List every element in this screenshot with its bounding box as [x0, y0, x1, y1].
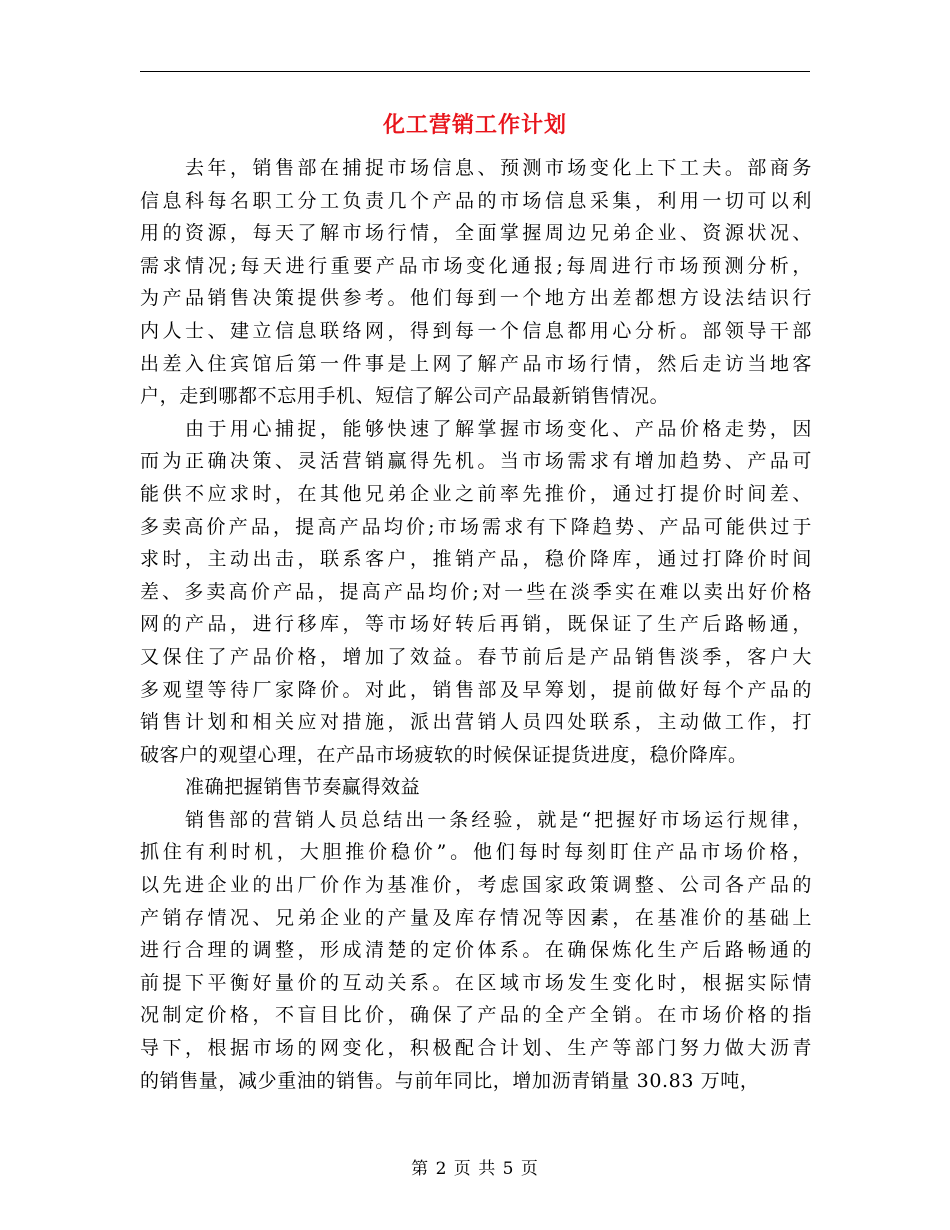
text-line: 能供不应求时，在其他兄弟企业之前率先推价，通过打提价时间差、 [140, 482, 812, 505]
text-line: 由于用心捕捉，能够快速了解掌握市场变化、产品价格走势，因 [185, 417, 812, 440]
text-line: 产销存情况、兄弟企业的产量及库存情况等因素，在基准价的基础上 [140, 906, 812, 929]
document-title: 化工营销工作计划 [382, 112, 567, 138]
text-line: 进行合理的调整，形成清楚的定价体系。在确保炼化生产后路畅通的 [140, 939, 812, 962]
text-line: 多观望等待厂家降价。对此，销售部及早筹划，提前做好每个产品的 [140, 678, 812, 701]
text-line: 抓住有利时机，大胆推价稳价”。他们每时每刻盯住产品市场价格， [140, 841, 812, 864]
text-line: 多卖高价产品，提高产品均价;市场需求有下降趋势、产品可能供过于 [140, 515, 812, 538]
text-line: 内人士、建立信息联络网，得到每一个信息都用心分析。部领导干部 [140, 319, 812, 342]
text-line: 的销售量，减少重油的销售。与前年同比，增加沥青销量 30.83 万吨， [140, 1069, 760, 1092]
document-body [140, 152, 812, 1097]
text-line: 又保住了产品价格，增加了效益。春节前后是产品销售淡季，客户大 [140, 645, 812, 668]
page-number: 第 2 页 共 5 页 [411, 1159, 539, 1179]
text-line: 销售部的营销人员总结出一条经验，就是“把握好市场运行规律， [185, 808, 812, 831]
text-line: 前提下平衡好量价的互动关系。在区域市场发生变化时，根据实际情 [140, 971, 812, 994]
text-line: 况制定价格，不盲目比价，确保了产品的全产全销。在市场价格的指 [140, 1004, 812, 1027]
header-rule [140, 71, 810, 72]
text-line: 户，走到哪都不忘用手机、短信了解公司产品最新销售情况。 [140, 385, 670, 408]
text-line: 以先进企业的出厂价作为基准价，考虑国家政策调整、公司各产品的 [140, 874, 812, 897]
text-line: 破客户的观望心理，在产品市场疲软的时候保证提货进度，稳价降库。 [140, 743, 748, 766]
text-line: 用的资源，每天了解市场行情，全面掌握周边兄弟企业、资源状况、 [140, 222, 812, 245]
text-line: 销售计划和相关应对措施，派出营销人员四处联系，主动做工作，打 [140, 711, 812, 734]
text-line: 出差入住宾馆后第一件事是上网了解产品市场行情，然后走访当地客 [140, 352, 812, 375]
text-line: 需求情况;每天进行重要产品市场变化通报;每周进行市场预测分析， [140, 254, 812, 277]
text-line: 信息科每名职工分工负责几个产品的市场信息采集，利用一切可以利 [140, 189, 812, 212]
text-line: 求时，主动出击，联系客户，推销产品，稳价降库，通过打降价时间 [140, 548, 812, 571]
text-line: 差、多卖高价产品，提高产品均价;对一些在淡季实在难以卖出好价格 [140, 580, 812, 603]
text-line: 而为正确决策、灵活营销赢得先机。当市场需求有增加趋势、产品可 [140, 450, 812, 473]
text-line: 准确把握销售节奏赢得效益 [185, 776, 421, 799]
text-line: 网的产品，进行移库，等市场好转后再销，既保证了生产后路畅通， [140, 613, 812, 636]
text-line: 去年，销售部在捕捉市场信息、预测市场变化上下工夫。部商务 [185, 157, 812, 179]
text-line: 导下，根据市场的网变化，积极配合计划、生产等部门努力做大沥青 [140, 1037, 812, 1060]
text-line: 为产品销售决策提供参考。他们每到一个地方出差都想方设法结识行 [140, 287, 812, 310]
